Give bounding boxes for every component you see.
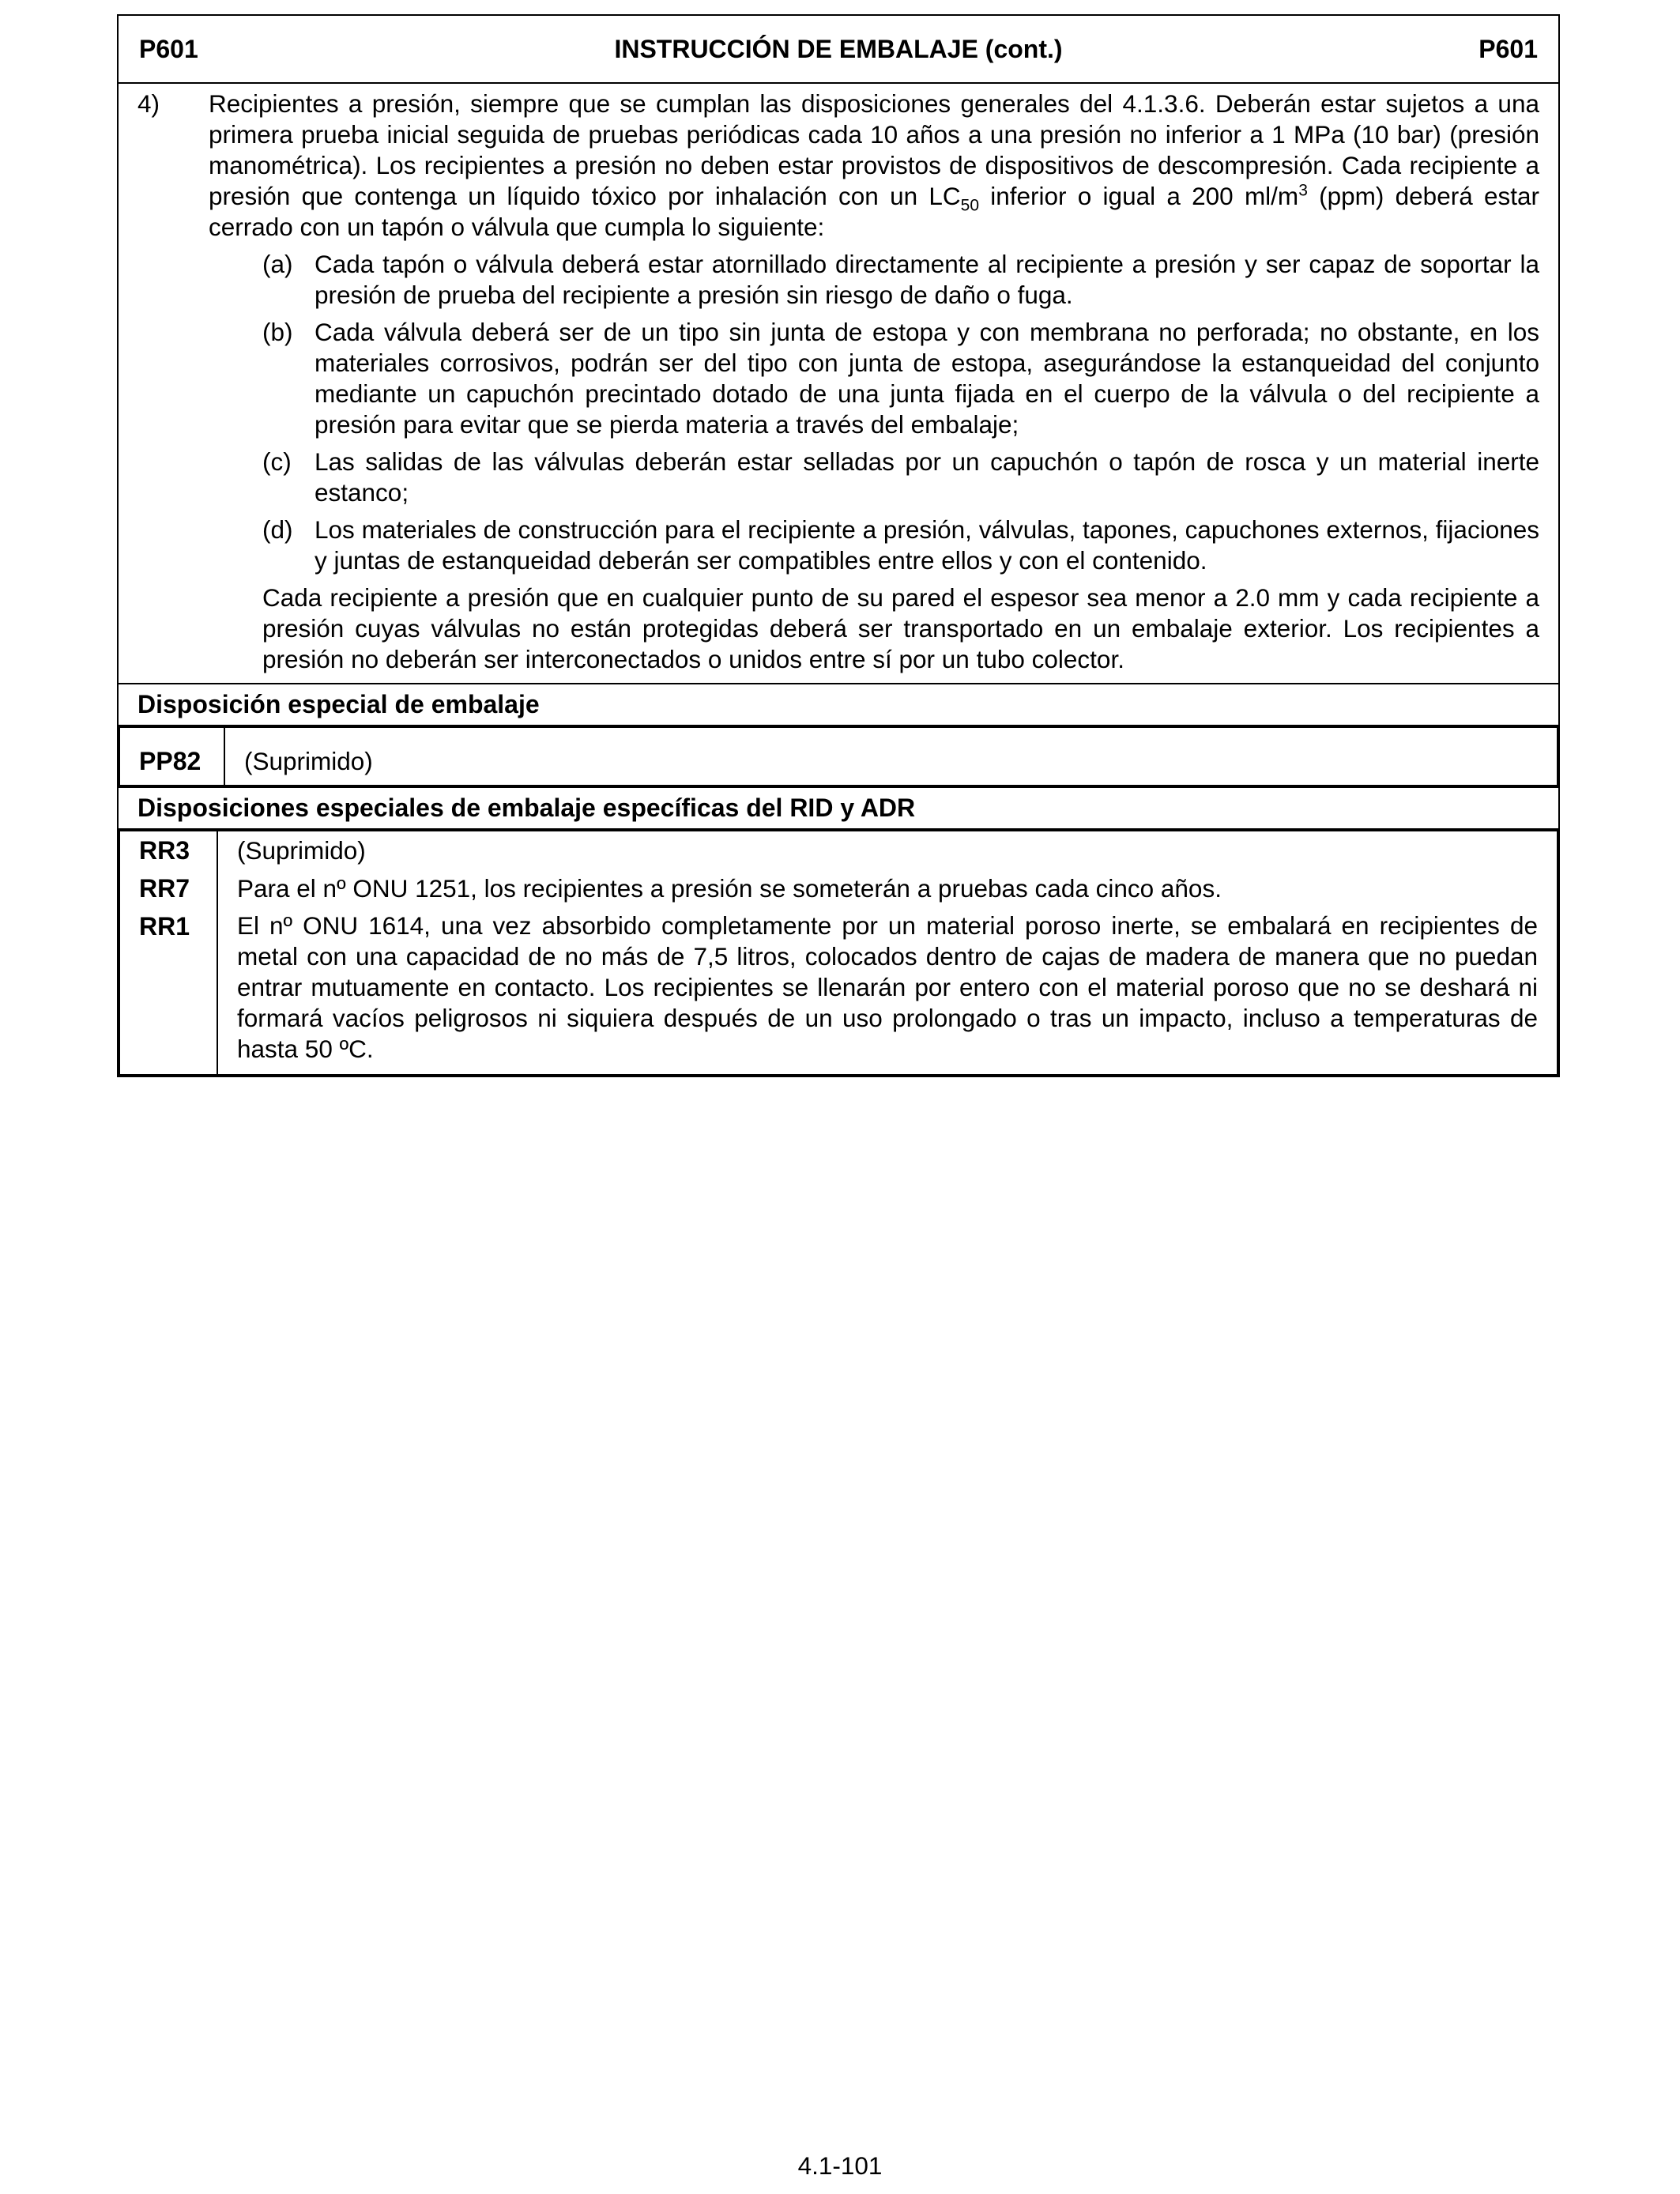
rid-adr-heading: Disposiciones especiales de embalaje específicas del RID y ADR bbox=[118, 787, 1559, 829]
rid-adr-table bbox=[119, 830, 1558, 1076]
item-4-subitems bbox=[262, 249, 1539, 576]
pp82-table bbox=[119, 726, 1558, 786]
rr7-text: Para el nº ONU 1251, los recipientes a presión se someterán a pruebas cada cinco años. bbox=[237, 874, 1222, 903]
subitem-text: Los materiales de construcción para el recipiente a presión, válvulas, tapones, capuchones externos, fijaciones y juntas de estanqueidad deberán ser compatibles entre ellos y con el contenido. bbox=[315, 515, 1539, 575]
pp82-row bbox=[118, 726, 1559, 787]
item-4-text-part3: (ppm) deberá estar cerrado con un tapón o válvula que cumpla lo siguiente: bbox=[209, 182, 1540, 241]
special-provision-heading: Disposición especial de embalaje bbox=[118, 684, 1559, 726]
pp82-code: PP82 bbox=[119, 727, 224, 786]
packing-instruction-table bbox=[117, 14, 1560, 1077]
packing-instruction-page bbox=[117, 14, 1558, 1077]
item-4-number: 4) bbox=[137, 89, 160, 118]
rr3-code: RR3 bbox=[139, 836, 190, 865]
item-4-text bbox=[209, 89, 1539, 243]
subitem-text: Cada válvula deberá ser de un tipo sin junta de estopa y con membrana no perforada; no obstante, en los materiales corrosivos, podrán ser del tipo con junta de estopa, asegurándose la estanqueidad del conjunto mediante un capuchón precintado dotado de una junta fijada en el cuerpo de la válvula o del recipiente a presión para evitar que se pierda materia a través del embalaje; bbox=[315, 318, 1539, 439]
subitem-a bbox=[262, 249, 1539, 311]
rr1-code: RR1 bbox=[139, 912, 190, 941]
rid-adr-texts-column bbox=[217, 831, 1558, 1075]
rid-adr-codes-column bbox=[119, 831, 217, 1075]
header-right-code: P601 bbox=[1478, 34, 1538, 63]
pp82-text: (Suprimido) bbox=[224, 727, 1558, 786]
header-left-code: P601 bbox=[139, 34, 198, 63]
subitem-d bbox=[262, 515, 1539, 576]
subitem-label: (a) bbox=[262, 250, 293, 278]
rid-adr-rows bbox=[118, 829, 1559, 1076]
item-4-text-part1: Recipientes a presión, siempre que se cumplan las disposiciones generales del 4.1.3.6. Deberán estar sujetos a una primera prueba inicial seguida de pruebas periódicas cada 10 años a una presión no inferior a 1 MPa (10 bar) (presión manométrica). Los recipientes a presión no deben estar provistos de dispositivos de descompresión. Cada recipiente a presión que contenga un líquido tóxico por inhalación con un LC bbox=[209, 89, 1539, 210]
item-4-closing-text: Cada recipiente a presión que en cualquier punto de su pared el espesor sea menor a 2.0 mm y cada recipiente a presión cuyas válvulas no están protegidas deberá ser transportado en un embalaje exterior. Los recipientes a presión no deberán ser interconectados o unidos entre sí por un tubo colector. bbox=[262, 583, 1539, 673]
item-4-cell bbox=[118, 83, 1559, 684]
rr7-code: RR7 bbox=[139, 874, 190, 903]
subitem-label: (c) bbox=[262, 447, 292, 476]
lc-subscript: 50 bbox=[960, 196, 979, 215]
subitem-text: Cada tapón o válvula deberá estar atornillado directamente al recipiente a presión y ser capaz de soportar la presión de prueba del recipiente a presión sin riesgo de daño o fuga. bbox=[315, 250, 1539, 309]
table-header bbox=[118, 15, 1559, 83]
rr1-text: El nº ONU 1614, una vez absorbido completamente por un material poroso inerte, se embalará en recipientes de metal con una capacidad de no más de 7,5 litros, colocados dentro de cajas de madera de manera que no puedan entrar mutuamente en contacto. Los recipientes se llenarán por entero con el material poroso que no se deshará ni formará vacíos peligrosos ni siquiera después de un uso prolongado o tras un impacto, incluso a temperaturas de hasta 50 ºC. bbox=[237, 911, 1538, 1063]
header-title: INSTRUCCIÓN DE EMBALAJE (cont.) bbox=[614, 34, 1063, 63]
page-number: 4.1-101 bbox=[797, 2151, 883, 2180]
m-superscript: 3 bbox=[1298, 181, 1308, 200]
subitem-c bbox=[262, 447, 1539, 508]
rr3-text: (Suprimido) bbox=[237, 836, 366, 865]
item-4-text-part2: inferior o igual a 200 ml/m bbox=[979, 182, 1299, 210]
subitem-label: (d) bbox=[262, 515, 293, 544]
item-4 bbox=[137, 89, 1539, 243]
subitem-text: Las salidas de las válvulas deberán estar selladas por un capuchón o tapón de rosca y un material inerte estanco; bbox=[315, 447, 1539, 507]
subitem-label: (b) bbox=[262, 318, 293, 346]
subitem-b bbox=[262, 317, 1539, 440]
